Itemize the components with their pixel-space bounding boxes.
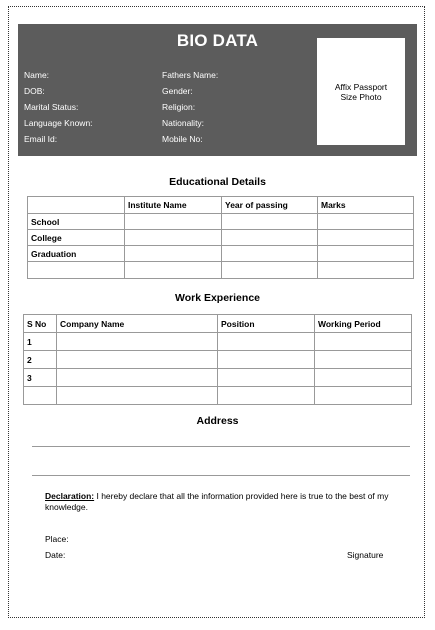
column-header: Marks [318, 197, 414, 214]
table-row [28, 262, 414, 279]
table-cell[interactable] [57, 387, 218, 405]
row-number: 3 [24, 369, 57, 387]
address-line[interactable] [32, 446, 410, 447]
table-row [24, 333, 412, 351]
language-known-label: Language Known: [24, 118, 93, 128]
column-header: Position [218, 315, 315, 333]
column-header: Institute Name [125, 197, 222, 214]
row-label: College [28, 230, 125, 246]
row-number: 2 [24, 351, 57, 369]
column-header: S No [24, 315, 57, 333]
gender-label: Gender: [162, 86, 193, 96]
declaration-label: Declaration: [45, 491, 95, 501]
declaration [45, 491, 395, 512]
address-line[interactable] [32, 475, 410, 476]
table-cell[interactable] [315, 369, 412, 387]
table-cell[interactable] [218, 351, 315, 369]
row-number: 1 [24, 333, 57, 351]
work-experience-title: Work Experience [174, 292, 260, 304]
fathers-name-label: Fathers Name: [162, 70, 219, 80]
name-label: Name: [24, 70, 50, 80]
table-row [28, 230, 414, 246]
table-row [24, 369, 412, 387]
row-label: Graduation [28, 246, 125, 262]
row-label: School [28, 214, 125, 230]
column-header: Working Period [315, 315, 412, 333]
place-label: Place: [45, 534, 69, 544]
column-header: Company Name [57, 315, 218, 333]
bio-data-header [18, 24, 417, 156]
work-experience-table [23, 314, 412, 405]
table-cell[interactable] [318, 214, 414, 230]
table-cell[interactable] [57, 351, 218, 369]
declaration-text: I hereby declare that all the information provided here is true to the best of my knowledge. [45, 491, 389, 512]
dob-label: DOB: [24, 86, 45, 96]
table-header-row [28, 197, 414, 214]
mobile-no-label: Mobile No: [162, 134, 203, 144]
page-title: BIO DATA [176, 31, 259, 50]
table-cell[interactable] [57, 333, 218, 351]
table-cell[interactable] [125, 246, 222, 262]
column-header [28, 197, 125, 214]
signature-label: Signature [347, 550, 384, 560]
row-label [28, 262, 125, 279]
table-cell[interactable] [218, 369, 315, 387]
table-cell[interactable] [318, 246, 414, 262]
passport-photo-box[interactable] [317, 38, 405, 145]
email-id-label: Email Id: [24, 134, 58, 144]
educational-details-title: Educational Details [169, 176, 266, 188]
table-cell[interactable] [125, 262, 222, 279]
table-cell[interactable] [315, 387, 412, 405]
table-cell[interactable] [222, 230, 318, 246]
table-row [24, 387, 412, 405]
table-cell[interactable] [125, 214, 222, 230]
table-cell[interactable] [222, 246, 318, 262]
religion-label: Religion: [162, 102, 196, 112]
table-cell[interactable] [57, 369, 218, 387]
table-cell[interactable] [125, 230, 222, 246]
table-cell[interactable] [315, 351, 412, 369]
table-cell[interactable] [315, 333, 412, 351]
table-header-row [24, 315, 412, 333]
table-row [24, 351, 412, 369]
table-cell[interactable] [218, 333, 315, 351]
education-table [27, 196, 414, 279]
photo-box-label: Affix Passport Size Photo [334, 81, 388, 102]
address-title: Address [196, 415, 239, 427]
table-row [28, 214, 414, 230]
table-cell[interactable] [222, 262, 318, 279]
column-header: Year of passing [222, 197, 318, 214]
table-cell[interactable] [218, 387, 315, 405]
table-cell[interactable] [318, 262, 414, 279]
table-row [28, 246, 414, 262]
nationality-label: Nationality: [162, 118, 205, 128]
row-number [24, 387, 57, 405]
table-cell[interactable] [318, 230, 414, 246]
marital-status-label: Marital Status: [24, 102, 79, 112]
table-cell[interactable] [222, 214, 318, 230]
date-label: Date: [45, 550, 66, 560]
